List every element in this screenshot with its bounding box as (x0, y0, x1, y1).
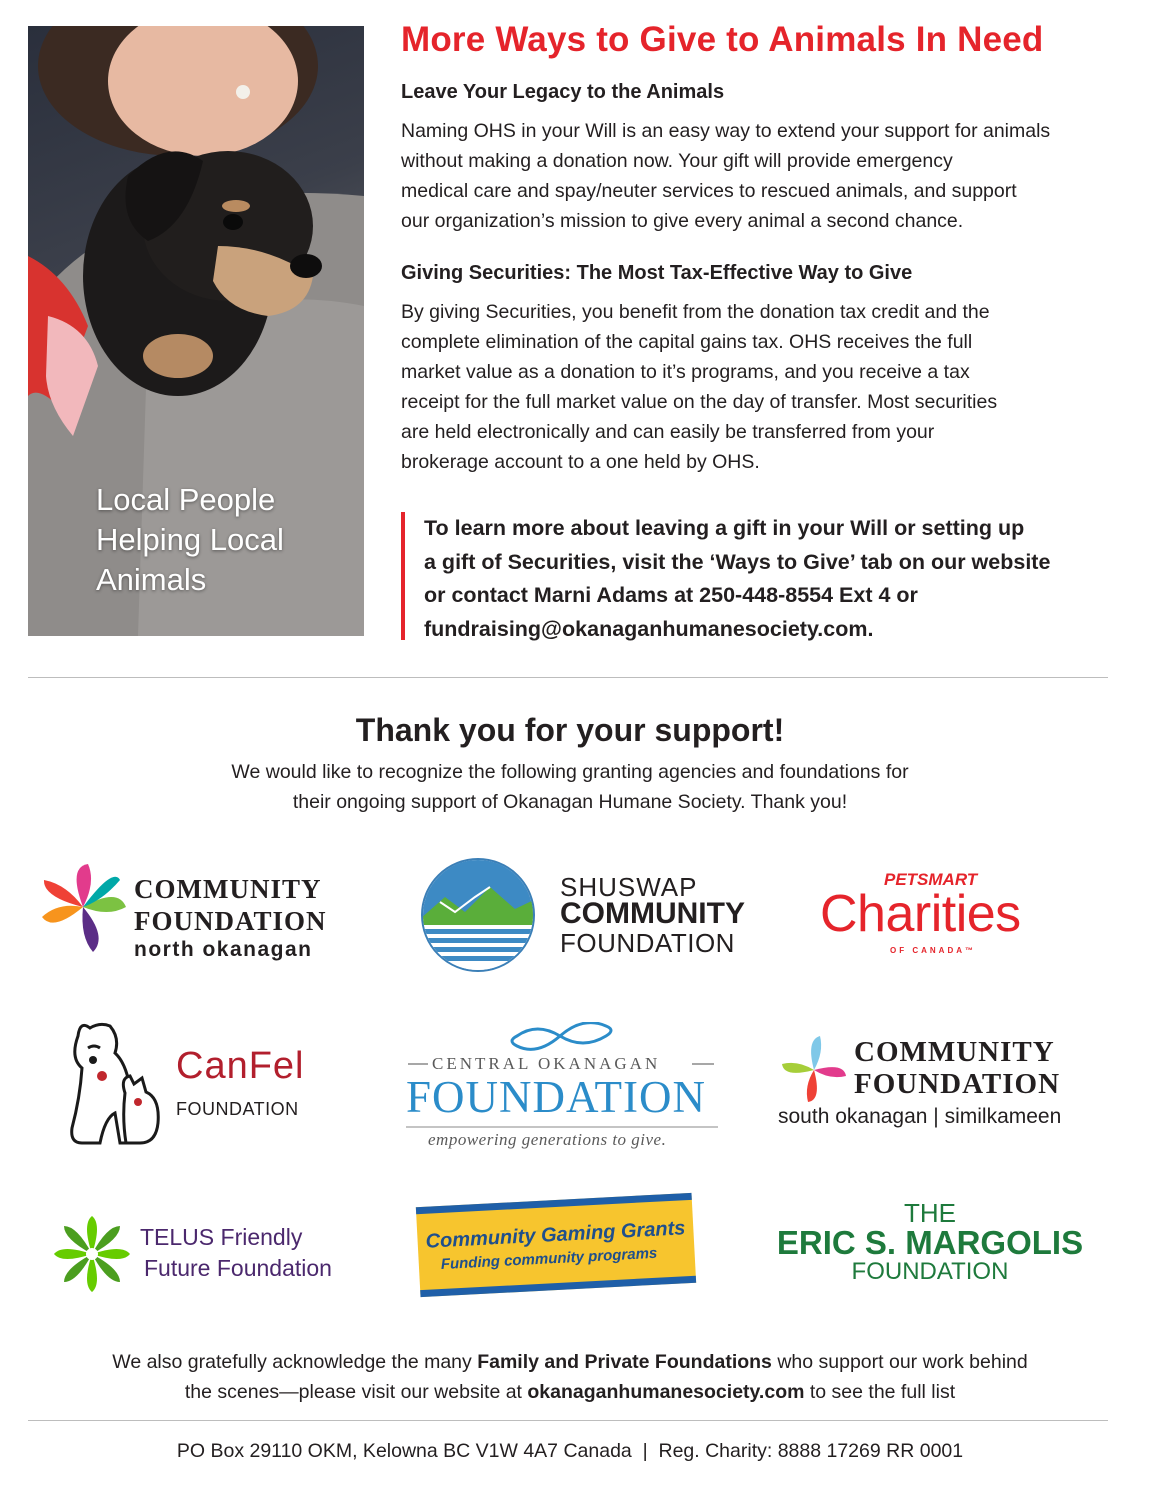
logo-shuswap-community-foundation (420, 857, 780, 975)
thanks-title: Thank you for your support! (355, 712, 785, 748)
legacy-paragraph (401, 116, 1123, 236)
ack-bold: Family and Private Foundations (477, 1351, 772, 1373)
telus-line: Future Foundation (144, 1255, 332, 1281)
securities-heading: Giving Securities: The Most Tax-Effective Way to Give (401, 262, 913, 284)
leaf-flower-icon (52, 1214, 132, 1294)
logo-community-gaming-grants (416, 1193, 696, 1297)
logo-community-foundation-north-okanagan (38, 862, 363, 962)
esm-line: THE (904, 1198, 956, 1228)
ack-line (20, 1347, 1120, 1377)
thanks-line: We would like to recognize the following granting agencies and foundations for (231, 761, 909, 783)
acknowledgement (20, 1347, 1120, 1407)
divider (28, 677, 1108, 678)
cfso-line: south okanagan | similkameen (778, 1105, 1062, 1128)
petsmart-sub: OF CANADA™ (890, 946, 976, 955)
photo-caption (96, 480, 356, 600)
logo-canfel-foundation (60, 1018, 330, 1148)
pinwheel-icon (776, 1032, 851, 1107)
cfso-line: FOUNDATION (854, 1068, 1061, 1100)
divider (28, 1420, 1108, 1421)
securities-line: are held electronically and can easily be transferred from your (401, 421, 935, 443)
securities-line: complete elimination of the capital gains tax. OHS receives the full (401, 331, 973, 353)
pinwheel-icon (38, 862, 128, 957)
canfel-sub: FOUNDATION (176, 1099, 299, 1119)
thanks-line: their ongoing support of Okanagan Humane Society. Thank you! (292, 791, 848, 813)
cfno-line: north okanagan (134, 938, 313, 961)
shuswap-line: COMMUNITY (560, 897, 745, 930)
esm-line: FOUNDATION (851, 1258, 1009, 1285)
ack-text: who support our work behind (771, 1351, 1028, 1373)
securities-line: market value as a donation to it’s programs, and you receive a tax (401, 361, 970, 383)
ack-text: We also gratefully acknowledge the many (112, 1351, 478, 1373)
cfno-line: FOUNDATION (134, 906, 327, 936)
callout-line: To learn more about leaving a gift in your Will or setting up (424, 516, 1025, 540)
logo-central-okanagan-foundation (402, 1022, 722, 1154)
shuswap-line: SHUSWAP (560, 872, 698, 902)
footer-address: PO Box 29110 OKM, Kelowna BC V1W 4A7 Canada | Reg. Charity: 8888 17269 RR 0001 (176, 1440, 964, 1462)
cof-tagline: empowering generations to give. (428, 1130, 667, 1149)
securities-line: receipt for the full market value on the day of transfer. Most securities (401, 391, 998, 413)
callout-line: a gift of Securities, visit the ‘Ways to Give’ tab on our website (424, 549, 1051, 574)
website-link[interactable]: okanaganhumanesociety.com (527, 1381, 805, 1403)
securities-line: By giving Securities, you benefit from the donation tax credit and the (401, 301, 990, 323)
page-title: More Ways to Give to Animals In Need (401, 20, 1044, 59)
shuswap-line: FOUNDATION (560, 928, 735, 958)
cfno-line: COMMUNITY (134, 874, 322, 904)
dog-and-cat-icon (60, 1018, 170, 1148)
callout-line: or contact Marni Adams at 250-448-8554 Ext 4 or (424, 583, 918, 607)
ack-line (20, 1377, 1120, 1407)
telus-line: TELUS Friendly (140, 1224, 303, 1250)
securities-paragraph (401, 297, 1123, 477)
contact-callout (401, 512, 1121, 640)
petsmart-brand: PETSMART (884, 870, 978, 889)
logo-eric-s-margolis-foundation (770, 1198, 1090, 1288)
legacy-line: without making a donation now. Your gift will provide emergency (401, 150, 953, 172)
hero-photo (28, 26, 364, 636)
logo-community-foundation-south-okanagan (776, 1032, 1106, 1136)
canfel-name: CanFel (176, 1045, 305, 1087)
callout-email[interactable]: fundraising@okanaganhumanesociety.com. (424, 616, 874, 641)
cfso-line: COMMUNITY (854, 1036, 1055, 1068)
photo-caption-line: Local People (96, 482, 276, 517)
legacy-line: medical care and spay/neuter services to rescued animals, and support (401, 180, 1017, 202)
mountain-lake-icon (420, 857, 536, 973)
cgg-line: Community Gaming Grants (425, 1217, 686, 1253)
ack-text: the scenes—please visit our website at (184, 1381, 528, 1403)
legacy-line: our organization’s mission to give every animal a second chance. (401, 210, 964, 232)
thanks-paragraph (120, 757, 1020, 817)
cof-main: FOUNDATION (406, 1072, 706, 1122)
photo-caption-line: Animals (96, 562, 207, 597)
logo-petsmart-charities (818, 868, 1058, 958)
ack-text: to see the full list (804, 1381, 956, 1403)
cof-top: CENTRAL OKANAGAN (432, 1054, 661, 1073)
photo-caption-line: Helping Local (96, 522, 284, 557)
esm-line: ERIC S. MARGOLIS (776, 1224, 1084, 1261)
cgg-line: Funding community programs (440, 1244, 658, 1274)
legacy-line: Naming OHS in your Will is an easy way to extend your support for animals (401, 120, 1051, 142)
securities-line: brokerage account to a one held by OHS. (401, 451, 760, 473)
petsmart-name: Charities (820, 885, 1021, 943)
logo-telus-friendly-future-foundation (52, 1214, 362, 1294)
legacy-heading: Leave Your Legacy to the Animals (401, 81, 725, 103)
